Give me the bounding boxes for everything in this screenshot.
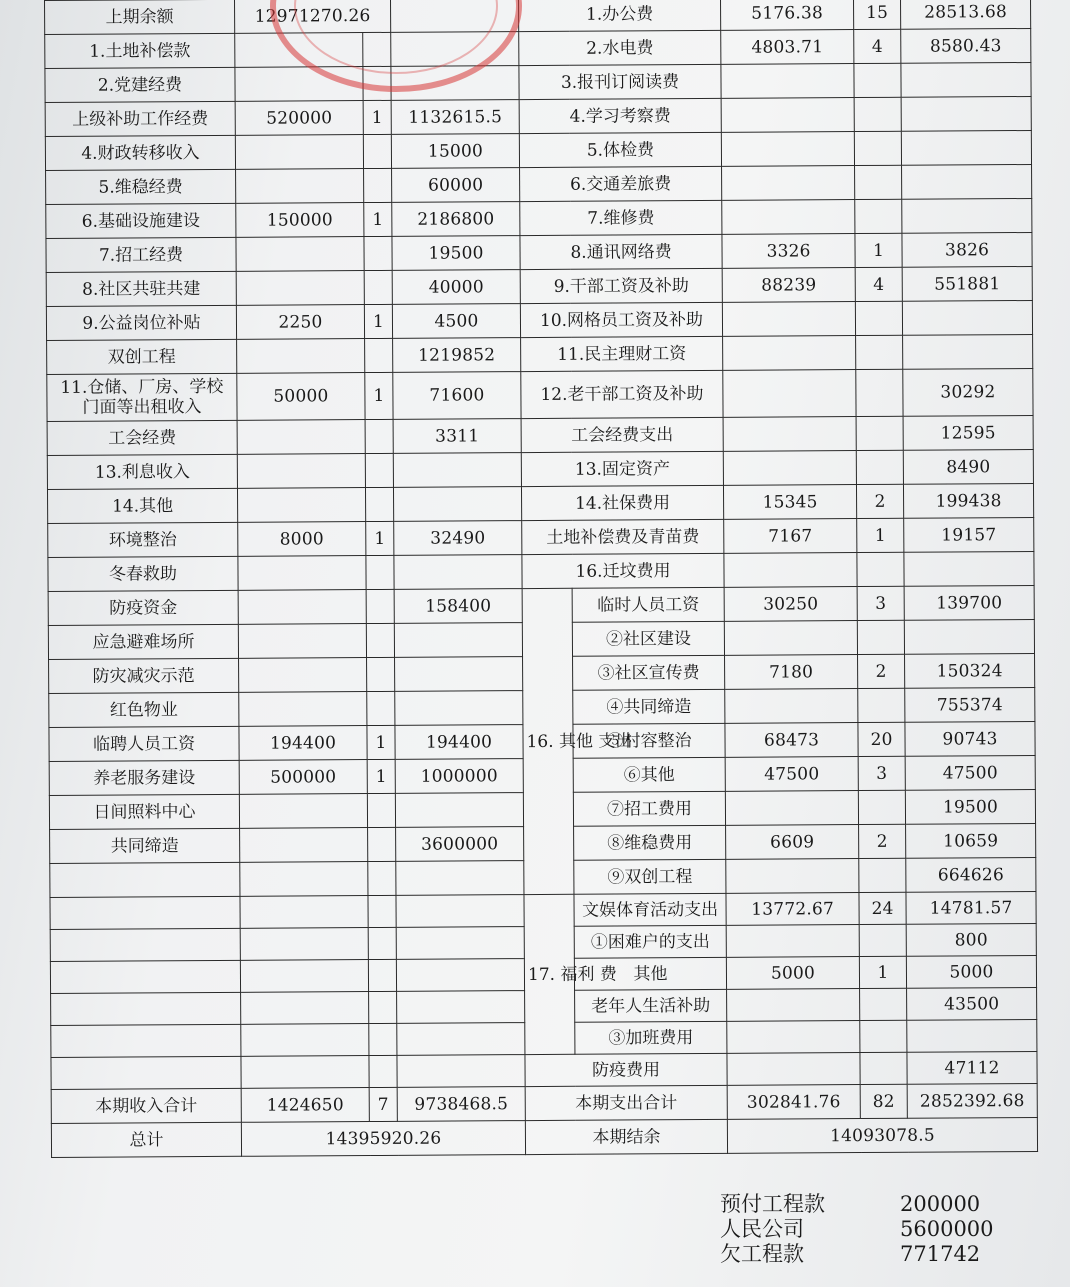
expense-label: 工会经费支出 xyxy=(521,417,723,452)
expense-cumulative: 19500 xyxy=(905,789,1035,824)
income-label: 7.招工经费 xyxy=(46,237,236,272)
income-label: 环境整治 xyxy=(48,522,238,557)
income-label: 6.基础设施建设 xyxy=(46,203,236,238)
expense-cumulative xyxy=(902,164,1032,199)
income-count xyxy=(363,66,391,100)
note-row xyxy=(720,1242,1020,1267)
income-count xyxy=(369,1023,397,1055)
expense-cumulative: 14781.57 xyxy=(906,891,1036,924)
income-count xyxy=(367,657,395,691)
expense-cumulative xyxy=(901,96,1031,131)
expense-amount xyxy=(722,200,855,235)
expense-label: 2.水电费 xyxy=(519,30,721,65)
expense-cumulative: 3826 xyxy=(902,232,1032,267)
income-amount xyxy=(241,1024,369,1057)
expense-cumulative: 139700 xyxy=(904,585,1034,620)
note-row xyxy=(720,1217,1020,1242)
income-amount xyxy=(237,339,365,374)
income-amount xyxy=(236,237,364,272)
expense-sub-label: ④共同缔造 xyxy=(573,689,725,724)
expense-amount: 5000 xyxy=(726,957,859,990)
balance-value: 14093078.5 xyxy=(727,1117,1037,1153)
expense-count xyxy=(857,620,904,654)
expense-count: 15 xyxy=(854,0,901,30)
income-count xyxy=(366,555,394,589)
expense-label: 1.办公费 xyxy=(519,0,721,32)
expense-label: 11.民主理财工资 xyxy=(521,336,723,371)
income-count xyxy=(364,236,392,270)
side-notes xyxy=(720,1192,1020,1267)
expense-cumulative: 12595 xyxy=(903,415,1033,450)
expense-count: 20 xyxy=(858,722,905,756)
expense-count: 2 xyxy=(859,824,906,858)
expense-count xyxy=(854,97,901,131)
income-label: 防疫资金 xyxy=(48,590,238,625)
income-cumulative xyxy=(397,1055,525,1088)
income-label: 红色物业 xyxy=(49,692,239,727)
ledger-row xyxy=(47,368,1033,421)
expense-sub-label: ⑤村容整治 xyxy=(573,723,725,758)
ledger-table xyxy=(44,0,1038,1158)
expense-amount xyxy=(723,417,856,452)
income-count xyxy=(368,861,396,895)
income-amount xyxy=(236,271,364,306)
income-count: 1 xyxy=(367,759,395,793)
expense-amount xyxy=(721,132,854,167)
income-count xyxy=(365,453,393,487)
expense-cumulative: 800 xyxy=(906,923,1036,956)
income-cumulative xyxy=(394,623,522,658)
note-value: 771742 xyxy=(900,1242,981,1266)
income-label xyxy=(51,992,241,1025)
expense-amount: 13772.67 xyxy=(726,893,859,926)
expense-label: 3.报刊订阅读费 xyxy=(519,64,721,99)
income-amount xyxy=(237,454,365,489)
income-count xyxy=(365,419,393,453)
income-amount xyxy=(235,33,363,68)
expense-cumulative xyxy=(901,130,1031,165)
income-label: 应急避难场所 xyxy=(48,624,238,659)
expense-count xyxy=(854,63,901,97)
expense-count xyxy=(856,450,903,484)
expense-label: 土地补偿费及青苗费 xyxy=(522,519,724,554)
expense-count: 1 xyxy=(859,956,906,988)
income-cumulative xyxy=(391,66,519,101)
income-amount xyxy=(238,590,366,625)
income-count xyxy=(369,991,397,1023)
income-cumulative xyxy=(397,1023,525,1056)
income-amount xyxy=(240,862,368,897)
income-count: 1 xyxy=(363,100,391,134)
expense-count xyxy=(856,369,903,416)
expense-total-label: 本期支出合计 xyxy=(525,1085,727,1120)
expense-amount xyxy=(725,791,858,826)
income-cumulative: 32490 xyxy=(394,521,522,556)
income-amount xyxy=(237,420,365,455)
income-cumulative: 1132615.5 xyxy=(391,100,519,135)
expense-cumulative: 47112 xyxy=(907,1051,1037,1084)
income-label: 2.党建经费 xyxy=(45,67,235,102)
expense-count: 1 xyxy=(857,518,904,552)
expense-cumulative xyxy=(902,300,1032,335)
income-label: 11.仓储、厂房、学校 门面等出租收入 xyxy=(47,373,237,421)
expense-count: 2 xyxy=(857,484,904,518)
expense-sub-label: 临时人员工资 xyxy=(572,587,724,622)
income-count xyxy=(365,338,393,372)
expense-cumulative: 43500 xyxy=(907,987,1037,1020)
expense-count xyxy=(858,688,905,722)
income-cumulative xyxy=(397,991,525,1024)
expense-cumulative xyxy=(904,619,1034,654)
expense-amount xyxy=(723,336,856,371)
income-label: 8.社区共驻共建 xyxy=(46,271,236,306)
expense-count xyxy=(860,1052,907,1084)
income-cumulative xyxy=(396,927,524,960)
expense-count: 1 xyxy=(855,233,902,267)
expense-amount: 15345 xyxy=(724,485,857,520)
expense-sub-label: 老年人生活补助 xyxy=(575,989,727,1022)
income-cumulative xyxy=(395,793,523,828)
expense-amount xyxy=(725,689,858,724)
income-count xyxy=(369,1055,397,1087)
income-cumulative: 2186800 xyxy=(392,202,520,237)
expense-cumulative xyxy=(907,1019,1037,1052)
expense-cumulative: 28513.68 xyxy=(901,0,1031,29)
expense-label: 7.维修费 xyxy=(520,200,722,235)
income-count xyxy=(363,32,391,66)
income-count: 1 xyxy=(367,725,395,759)
income-amount: 8000 xyxy=(238,522,366,557)
income-cumulative: 40000 xyxy=(392,270,520,305)
group-16-label: 16. 其他 支出 xyxy=(522,588,574,894)
expense-label: 16.迁坟费用 xyxy=(522,553,724,588)
expense-amount: 3326 xyxy=(722,234,855,269)
income-count: 1 xyxy=(364,202,392,236)
income-amount xyxy=(239,794,367,829)
expense-label: 6.交通差旅费 xyxy=(520,166,722,201)
expense-total-count: 82 xyxy=(860,1084,907,1118)
expense-amount: 68473 xyxy=(725,723,858,758)
expense-amount: 7167 xyxy=(724,519,857,554)
income-label xyxy=(51,1024,241,1057)
income-label: 14.其他 xyxy=(47,488,237,523)
note-label: 预付工程款 xyxy=(720,1192,825,1216)
expense-count xyxy=(860,988,907,1020)
expense-count: 4 xyxy=(855,267,902,301)
grand-total-row xyxy=(51,1117,1037,1157)
income-count xyxy=(366,623,394,657)
expense-cumulative: 150324 xyxy=(905,653,1035,688)
expense-cumulative: 755374 xyxy=(905,687,1035,722)
income-amount xyxy=(240,928,368,961)
income-cumulative xyxy=(391,32,519,67)
grand-total-label: 总计 xyxy=(51,1122,241,1157)
balance-label: 本期结余 xyxy=(525,1119,727,1154)
expense-sub-label: ②社区建设 xyxy=(572,621,724,656)
note-label: 欠工程款 xyxy=(720,1242,804,1266)
income-cumulative: 1219852 xyxy=(393,338,521,373)
income-cumulative: 4500 xyxy=(392,304,520,339)
income-count: 1 xyxy=(364,304,392,338)
income-amount xyxy=(241,1056,369,1089)
expense-sub-label: ⑧维稳费用 xyxy=(574,825,726,860)
expense-total-amount: 302841.76 xyxy=(727,1085,860,1120)
income-count xyxy=(368,959,396,991)
expense-cumulative: 8580.43 xyxy=(901,28,1031,63)
income-cumulative: 158400 xyxy=(394,589,522,624)
expense-amount xyxy=(727,1021,860,1054)
income-cumulative xyxy=(396,959,524,992)
income-amount xyxy=(240,896,368,929)
prev-balance-value: 12971270.26 xyxy=(234,0,390,33)
expense-cumulative xyxy=(904,551,1034,586)
expense-count xyxy=(855,199,902,233)
income-count xyxy=(363,134,391,168)
note-label: 人民公司 xyxy=(720,1217,804,1241)
income-amount: 150000 xyxy=(236,203,364,238)
expense-count xyxy=(855,165,902,199)
income-amount xyxy=(238,556,366,591)
income-count: 1 xyxy=(366,521,394,555)
expense-amount xyxy=(722,166,855,201)
expense-count: 3 xyxy=(857,586,904,620)
expense-cumulative: 10659 xyxy=(906,823,1036,858)
expense-cumulative: 5000 xyxy=(906,955,1036,988)
income-cumulative: 15000 xyxy=(391,134,519,169)
income-label: 冬春救助 xyxy=(48,556,238,591)
income-label: 5.维稳经费 xyxy=(46,169,236,204)
income-amount xyxy=(239,658,367,693)
expense-amount xyxy=(727,989,860,1022)
income-amount: 50000 xyxy=(237,373,365,421)
income-amount xyxy=(240,960,368,993)
note-row xyxy=(720,1192,1020,1217)
expense-label: 4.学习考察费 xyxy=(519,98,721,133)
income-cumulative: 1000000 xyxy=(395,759,523,794)
income-cumulative: 3600000 xyxy=(396,827,524,862)
income-label: 上级补助工作经费 xyxy=(45,101,235,136)
expense-amount: 30250 xyxy=(724,587,857,622)
expense-amount: 47500 xyxy=(725,757,858,792)
income-cumulative xyxy=(396,895,524,928)
expense-amount xyxy=(724,621,857,656)
income-count xyxy=(367,691,395,725)
income-amount xyxy=(239,692,367,727)
expense-amount: 4803.71 xyxy=(721,30,854,65)
expense-sub-label: ③社区宣传费 xyxy=(573,655,725,690)
expense-count xyxy=(859,858,906,892)
income-count xyxy=(368,895,396,927)
income-amount: 2250 xyxy=(236,305,364,340)
expense-sub-label: ⑦招工费用 xyxy=(573,791,725,826)
income-count xyxy=(365,487,393,521)
income-count xyxy=(368,827,396,861)
expense-count xyxy=(857,552,904,586)
income-count xyxy=(366,589,394,623)
group-17-label: 17. 福利 费 xyxy=(524,894,575,1054)
note-value: 200000 xyxy=(900,1192,981,1216)
expense-count xyxy=(856,335,903,369)
expense-cumulative xyxy=(902,198,1032,233)
income-label xyxy=(51,1056,241,1089)
income-cumulative: 71600 xyxy=(393,372,521,420)
expense-label: 8.通讯网络费 xyxy=(520,234,722,269)
income-label: 防灾减灾示范 xyxy=(49,658,239,693)
income-label xyxy=(50,928,240,961)
expense-count xyxy=(856,416,903,450)
expense-label: 14.社保费用 xyxy=(521,485,723,520)
grand-total-value: 14395920.26 xyxy=(241,1121,525,1157)
expense-sub-label: ⑨双创工程 xyxy=(574,859,726,894)
expense-count xyxy=(854,131,901,165)
expense-amount xyxy=(726,925,859,958)
expense-sub-label: ①困难户的支出 xyxy=(574,925,726,958)
income-total-count: 7 xyxy=(369,1087,397,1121)
expense-amount: 88239 xyxy=(722,268,855,303)
expense-count xyxy=(859,924,906,956)
expense-cumulative: 47500 xyxy=(905,755,1035,790)
income-amount xyxy=(240,828,368,863)
expense-amount xyxy=(721,98,854,133)
income-amount xyxy=(236,169,364,204)
prev-balance-label: 上期余额 xyxy=(45,0,235,34)
expense-cumulative xyxy=(901,62,1031,97)
expense-amount xyxy=(723,451,856,486)
income-count xyxy=(364,270,392,304)
income-cumulative: 19500 xyxy=(392,236,520,271)
income-label: 临聘人员工资 xyxy=(49,726,239,761)
expense-count xyxy=(860,1020,907,1052)
expense-sub-label: 其他 xyxy=(574,957,726,990)
expense-count xyxy=(855,301,902,335)
note-value: 5600000 xyxy=(900,1217,994,1241)
income-count xyxy=(368,927,396,959)
expense-sub-label: ⑥其他 xyxy=(573,757,725,792)
expense-amount xyxy=(723,370,856,418)
income-label: 1.土地补偿款 xyxy=(45,33,235,68)
income-cumulative: 194400 xyxy=(395,725,523,760)
income-amount xyxy=(238,624,366,659)
income-total-cumulative: 9738468.5 xyxy=(397,1087,525,1122)
income-cumulative xyxy=(393,453,521,488)
income-label: 工会经费 xyxy=(47,420,237,455)
expense-cumulative: 664626 xyxy=(906,857,1036,892)
income-label xyxy=(50,896,240,929)
prev-balance-blank xyxy=(391,0,519,32)
expense-label: 10.网格员工资及补助 xyxy=(520,302,722,337)
ledger-body xyxy=(45,0,1038,1157)
income-total-amount: 1424650 xyxy=(241,1088,369,1123)
income-cumulative xyxy=(393,487,521,522)
expense-count: 2 xyxy=(858,654,905,688)
expense-cumulative: 90743 xyxy=(905,721,1035,756)
expense-amount xyxy=(727,1053,860,1086)
expense-amount xyxy=(721,64,854,99)
income-label: 双创工程 xyxy=(47,339,237,374)
income-amount xyxy=(235,67,363,102)
expense-amount xyxy=(726,859,859,894)
income-label: 养老服务建设 xyxy=(49,760,239,795)
income-count: 1 xyxy=(365,372,393,419)
income-amount: 500000 xyxy=(239,760,367,795)
expense-label: 12.老干部工资及补助 xyxy=(521,370,723,418)
income-label: 4.财政转移收入 xyxy=(45,135,235,170)
income-cumulative xyxy=(394,555,522,590)
income-label xyxy=(50,960,240,993)
expense-amount: 7180 xyxy=(725,655,858,690)
income-count xyxy=(367,793,395,827)
expense-amount xyxy=(724,553,857,588)
income-amount xyxy=(237,488,365,523)
income-cumulative xyxy=(395,691,523,726)
expense-amount: 6609 xyxy=(726,825,859,860)
expense-count: 4 xyxy=(854,29,901,63)
income-label: 共同缔造 xyxy=(50,828,240,863)
expense-cumulative: 19157 xyxy=(904,517,1034,552)
income-amount: 520000 xyxy=(235,101,363,136)
expense-cumulative: 551881 xyxy=(902,266,1032,301)
expense-count xyxy=(858,790,905,824)
income-label: 9.公益岗位补贴 xyxy=(46,305,236,340)
income-cumulative xyxy=(395,657,523,692)
expense-label: 防疫费用 xyxy=(525,1053,727,1086)
income-cumulative: 3311 xyxy=(393,419,521,454)
expense-sub-label: ③加班费用 xyxy=(575,1021,727,1054)
expense-amount xyxy=(722,302,855,337)
income-amount xyxy=(235,135,363,170)
expense-cumulative xyxy=(903,334,1033,369)
expense-label: 13.固定资产 xyxy=(521,451,723,486)
expense-count: 24 xyxy=(859,892,906,924)
expense-total-cumulative: 2852392.68 xyxy=(907,1083,1037,1118)
income-total-label: 本期收入合计 xyxy=(51,1088,241,1123)
income-label: 13.利息收入 xyxy=(47,454,237,489)
income-amount xyxy=(241,992,369,1025)
income-cumulative: 60000 xyxy=(392,168,520,203)
expense-label: 5.体检费 xyxy=(519,132,721,167)
income-cumulative xyxy=(396,861,524,896)
expense-amount: 5176.38 xyxy=(721,0,854,30)
expense-cumulative: 30292 xyxy=(903,368,1033,416)
income-amount: 194400 xyxy=(239,726,367,761)
expense-cumulative: 199438 xyxy=(904,483,1034,518)
income-label: 日间照料中心 xyxy=(49,794,239,829)
expense-cumulative: 8490 xyxy=(903,449,1033,484)
income-count xyxy=(364,168,392,202)
expense-sub-label: 文娱体育活动支出 xyxy=(574,893,726,926)
expense-label: 9.干部工资及补助 xyxy=(520,268,722,303)
expense-count: 3 xyxy=(858,756,905,790)
income-label xyxy=(50,862,240,897)
